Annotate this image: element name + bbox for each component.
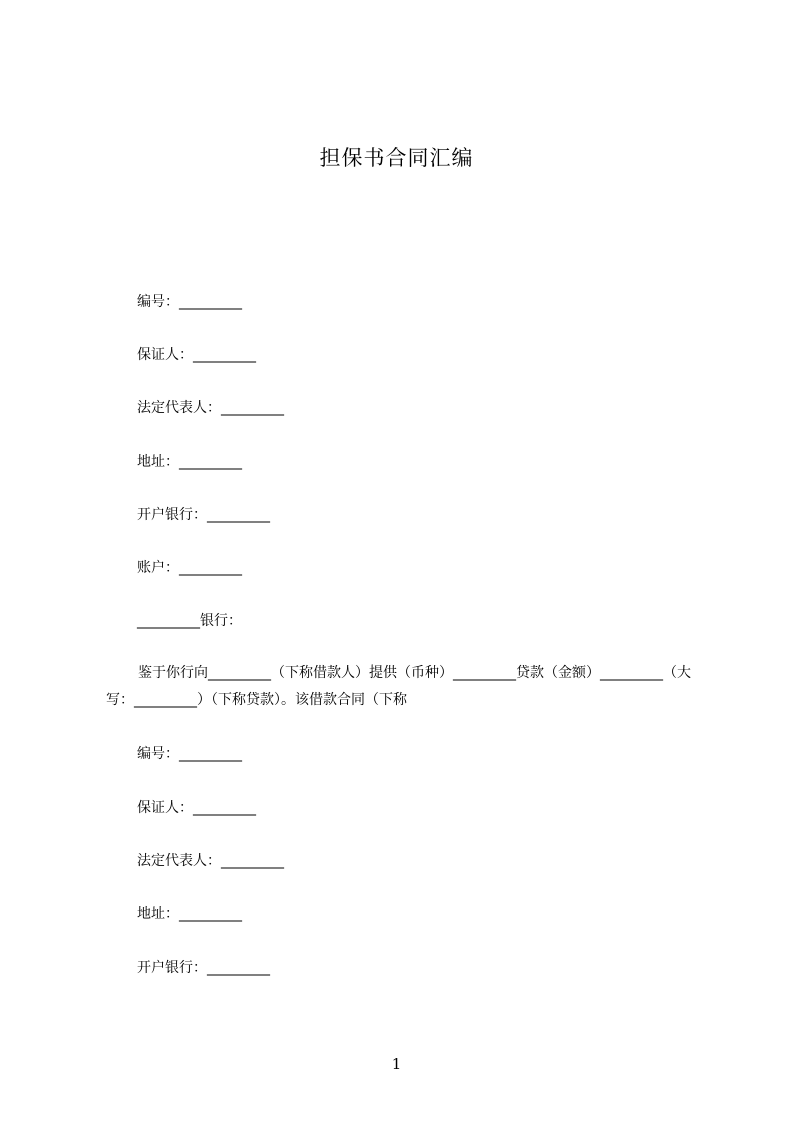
field-address-2: 地址：_________ xyxy=(137,906,242,922)
field-guarantor: 保证人：_________ xyxy=(137,347,256,363)
body-paragraph: 鉴于你行向_________（下称借款人）提供（币种）_________贷款（金额）_________（大写：_________）（下称贷款）。该借款合同（下称 xyxy=(106,665,691,708)
field-bank-2: 开户银行：_________ xyxy=(137,960,270,976)
field-guarantor-2: 保证人：_________ xyxy=(137,800,256,816)
document-title: 担保书合同汇编 xyxy=(319,146,474,170)
field-recipient-bank: _________银行： xyxy=(137,613,242,629)
field-legal-representative: 法定代表人：_________ xyxy=(137,400,284,416)
field-bank: 开户银行：_________ xyxy=(137,507,270,523)
page-number: 1 xyxy=(391,1055,402,1073)
field-account: 账户：_________ xyxy=(137,560,242,576)
field-address: 地址：_________ xyxy=(137,454,242,470)
field-legal-representative-2: 法定代表人：_________ xyxy=(137,853,284,869)
field-number: 编号：_________ xyxy=(137,294,242,310)
field-number-2: 编号：_________ xyxy=(137,746,242,762)
